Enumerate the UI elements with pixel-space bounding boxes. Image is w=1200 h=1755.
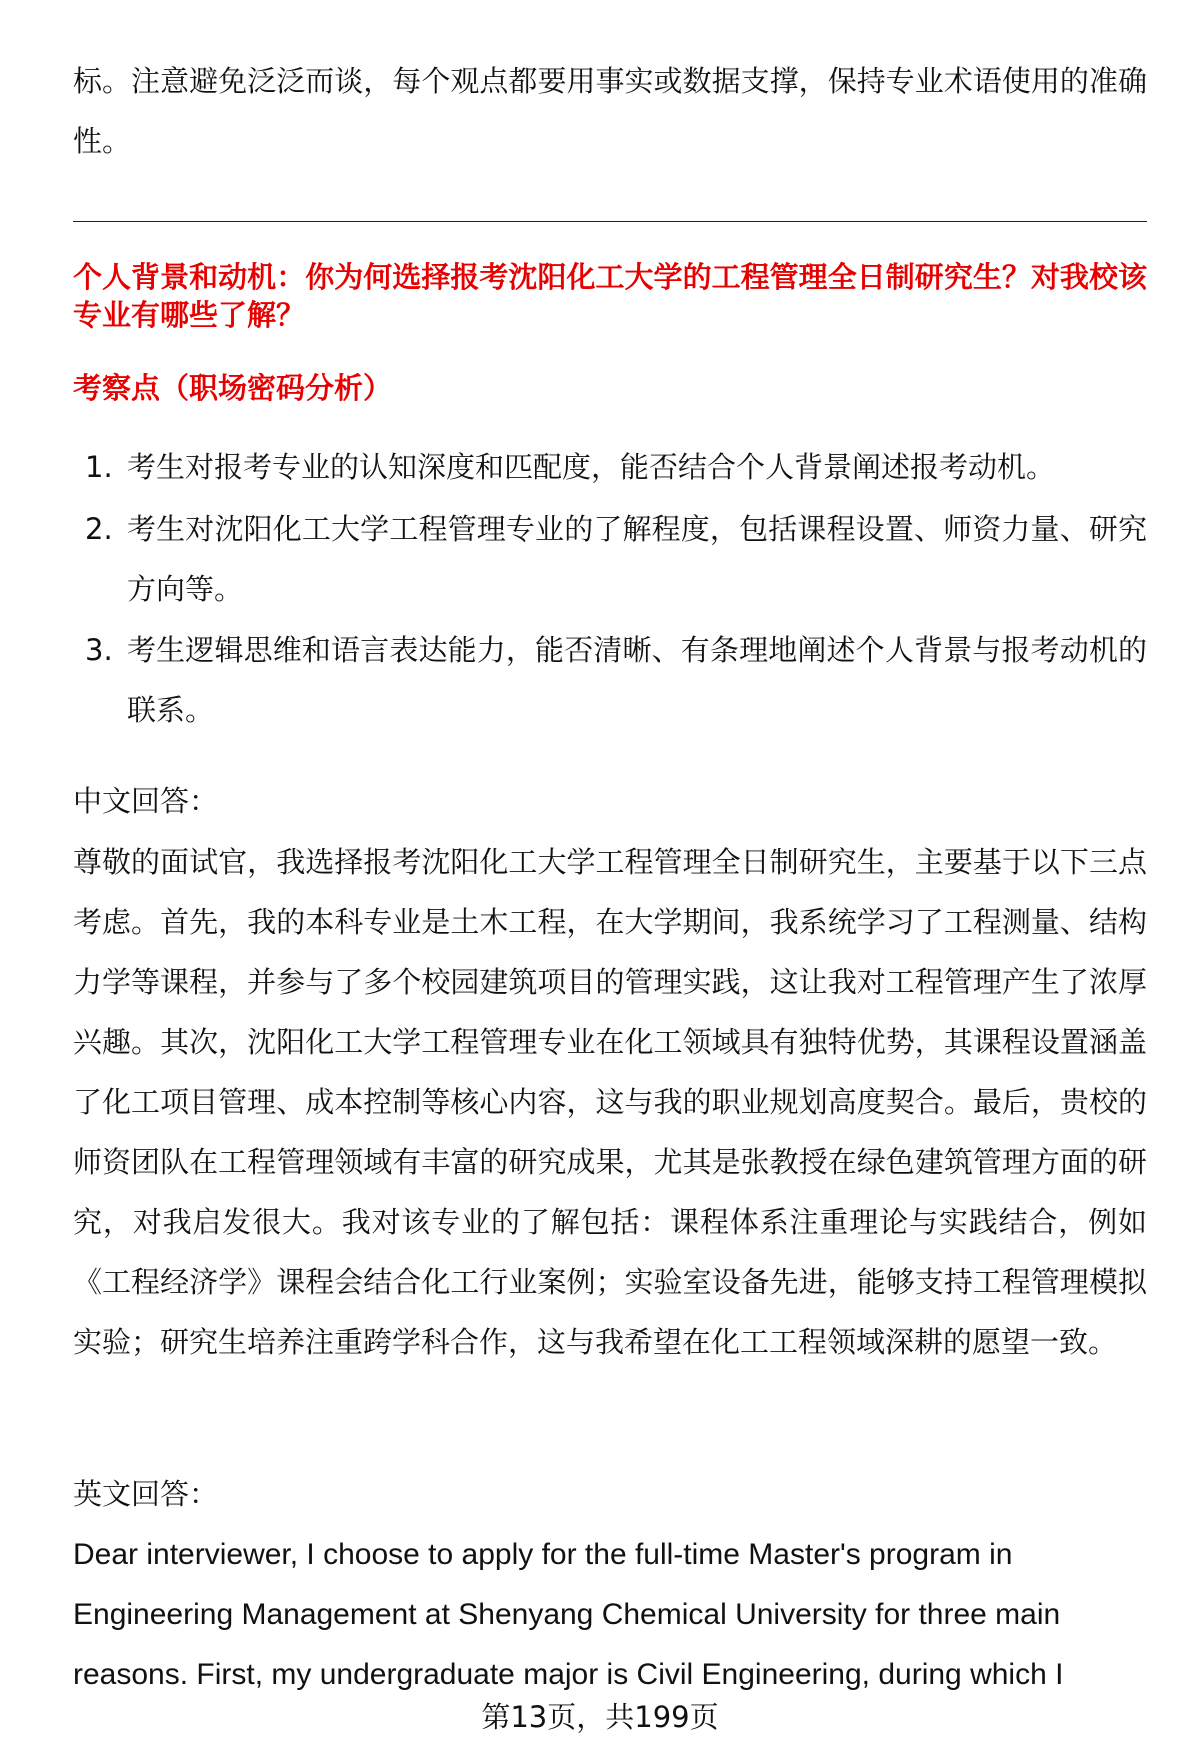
analysis-point <box>73 437 1147 497</box>
list-number: 1. <box>85 450 113 484</box>
analysis-point <box>73 620 1147 740</box>
list-text: 考生对沈阳化工大学工程管理专业的了解程度，包括课程设置、师资力量、研究方向等。 <box>127 512 1147 606</box>
list-text: 考生逻辑思维和语言表达能力，能否清晰、有条理地阐述个人背景与报考动机的联系。 <box>127 633 1147 727</box>
english-answer-label: 英文回答： <box>73 1477 219 1511</box>
analysis-point <box>73 499 1147 619</box>
chinese-answer-label: 中文回答： <box>73 784 219 818</box>
page-number-footer: 第13页，共199页 <box>481 1700 719 1734</box>
list-text: 考生对报考专业的认知深度和匹配度，能否结合个人背景阐述报考动机。 <box>127 450 1056 484</box>
list-number: 3. <box>85 633 113 667</box>
intro-tail-paragraph: 标。注意避免泛泛而谈，每个观点都要用事实或数据支撑，保持专业术语使用的准确性。 <box>73 64 1147 158</box>
section-divider <box>73 221 1147 222</box>
list-number: 2. <box>85 512 113 546</box>
english-answer-paragraph: Dear interviewer, I choose to apply for the full-time Master's program in Engineering Management at Shenyang Chemical University for three main reasons. First, my undergraduate major is Civil Engineering, during which I <box>73 1538 1064 1691</box>
chinese-answer-paragraph: 尊敬的面试官，我选择报考沈阳化工大学工程管理全日制研究生，主要基于以下三点考虑。首先，我的本科专业是土木工程，在大学期间，我系统学习了工程测量、结构力学等课程，并参与了多个校园建筑项目的管理实践，这让我对工程管理产生了浓厚兴趣。其次，沈阳化工大学工程管理专业在化工领域具有独特优势，其课程设置涵盖了化工项目管理、成本控制等核心内容，这与我的职业规划高度契合。最后，贵校的师资团队在工程管理领域有丰富的研究成果，尤其是张教授在绿色建筑管理方面的研究，对我启发很大。我对该专业的了解包括：课程体系注重理论与实践结合，例如《工程经济学》课程会结合化工行业案例；实验室设备先进，能够支持工程管理模拟实验；研究生培养注重跨学科合作，这与我希望在化工工程领域深耕的愿望一致。 <box>73 845 1147 1359</box>
analysis-heading: 考察点（职场密码分析） <box>73 371 393 405</box>
question-heading: 个人背景和动机：你为何选择报考沈阳化工大学的工程管理全日制研究生？对我校该专业有哪些了解？ <box>73 260 1147 332</box>
